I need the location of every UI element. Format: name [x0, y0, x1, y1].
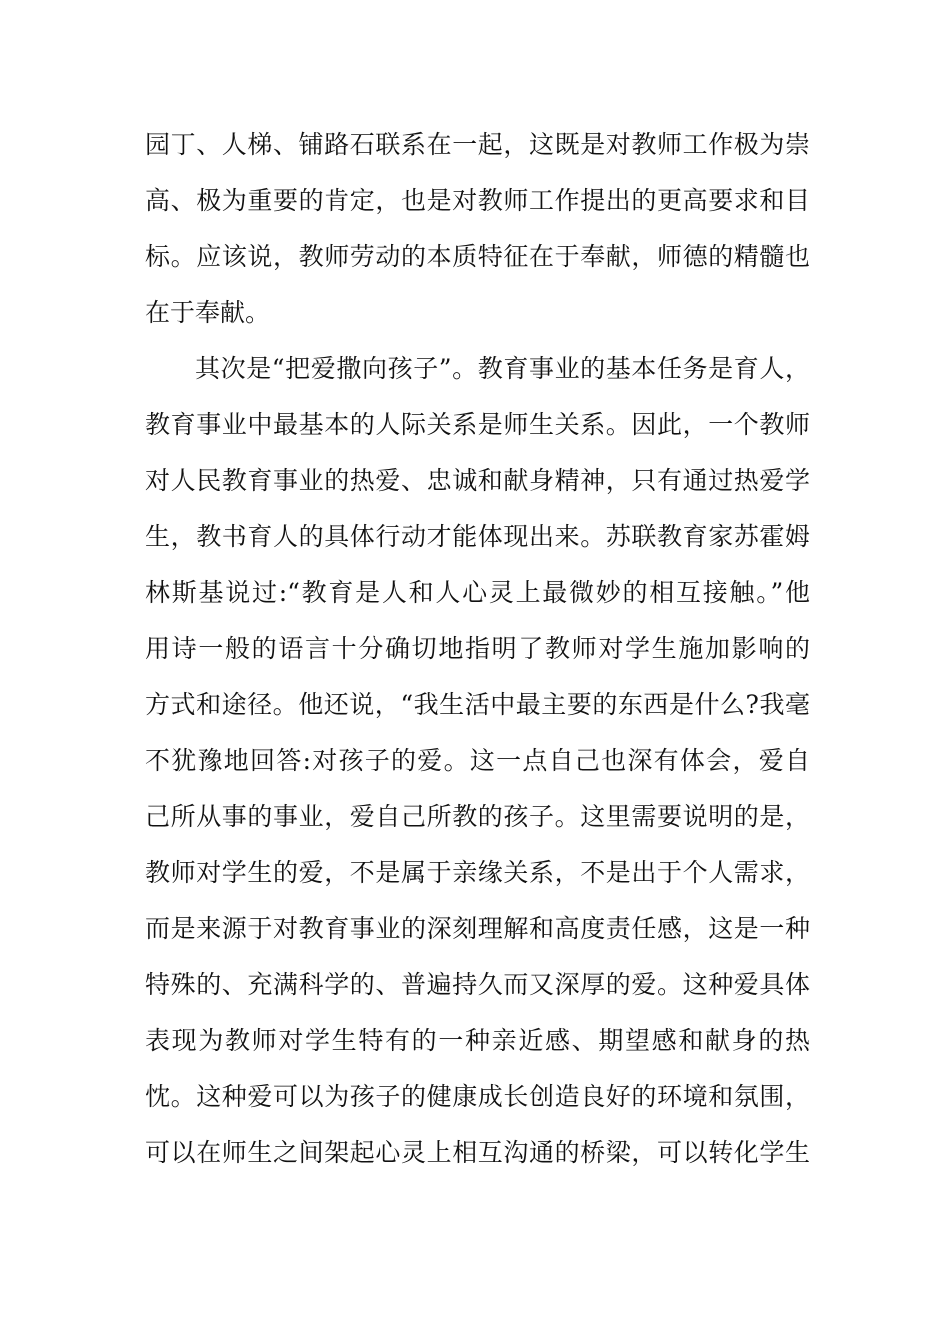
- text-line: 标。应该说，教师劳动的本质特征在于奉献，师德的精髓也: [145, 242, 810, 271]
- text-line: 而是来源于对教育事业的深刻理解和高度责任感，这是一种: [145, 914, 810, 943]
- text-line: 林斯基说过:“教育是人和人心灵上最微妙的相互接触。”他: [145, 578, 810, 607]
- text-line: 方式和途径。他还说，“我生活中最主要的东西是什么?我毫: [145, 690, 810, 719]
- text-line: 在于奉献。: [145, 298, 271, 327]
- text-line: 用诗一般的语言十分确切地指明了教师对学生施加影响的: [145, 634, 810, 663]
- text-line: 教师对学生的爱，不是属于亲缘关系，不是出于个人需求，: [145, 858, 810, 887]
- paragraph-2: [145, 341, 810, 1181]
- paragraph-1: [145, 117, 810, 341]
- text-line: 对人民教育事业的热爱、忠诚和献身精神，只有通过热爱学: [145, 466, 810, 495]
- text-line: 可以在师生之间架起心灵上相互沟通的桥梁，可以转化学生: [145, 1138, 810, 1167]
- text-line: 高、极为重要的肯定，也是对教师工作提出的更高要求和目: [145, 186, 810, 215]
- text-line: 不犹豫地回答:对孩子的爱。这一点自己也深有体会，爱自: [145, 746, 810, 775]
- text-line: 忱。这种爱可以为孩子的健康成长创造良好的环境和氛围，: [145, 1082, 810, 1111]
- text-line: 表现为教师对学生特有的一种亲近感、期望感和献身的热: [145, 1026, 810, 1055]
- text-line: 教育事业中最基本的人际关系是师生关系。因此，一个教师: [145, 410, 810, 439]
- text-line: 特殊的、充满科学的、普遍持久而又深厚的爱。这种爱具体: [145, 970, 810, 999]
- text-line: 园丁、人梯、铺路石联系在一起，这既是对教师工作极为崇: [145, 130, 810, 159]
- text-line: 生，教书育人的具体行动才能体现出来。苏联教育家苏霍姆: [145, 522, 810, 551]
- text-line: 其次是“把爱撒向孩子”。教育事业的基本任务是育人，: [195, 354, 810, 383]
- text-line: 己所从事的事业，爱自己所教的孩子。这里需要说明的是，: [145, 802, 810, 831]
